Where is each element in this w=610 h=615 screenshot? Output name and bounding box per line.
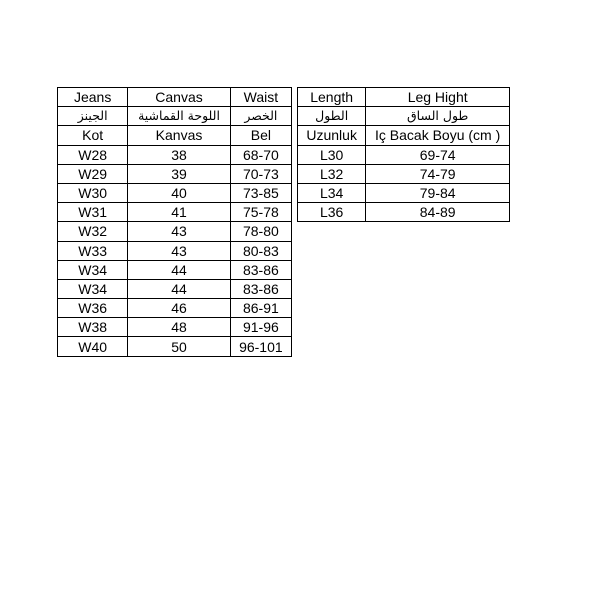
canvas-size-cell: 41 xyxy=(128,203,230,222)
header-jeans-ar: الجينز xyxy=(58,107,128,126)
header-leg-hight-tr: Iç Bacak Boyu (cm ) xyxy=(366,126,510,145)
jeans-size-cell: W32 xyxy=(58,222,128,241)
header-jeans-en: Jeans xyxy=(58,88,128,107)
header-waist-ar: الخصر xyxy=(230,107,291,126)
header-row-turkish xyxy=(58,126,292,145)
length-row xyxy=(298,164,510,183)
size-row xyxy=(58,337,292,356)
jeans-size-cell: W34 xyxy=(58,260,128,279)
length-row xyxy=(298,203,510,222)
leg-range-cell: 69-74 xyxy=(366,145,510,164)
length-size-table xyxy=(297,87,510,222)
header-leg-hight-ar: طول الساق xyxy=(366,107,510,126)
waist-range-cell: 73-85 xyxy=(230,183,291,202)
size-row xyxy=(58,222,292,241)
size-row xyxy=(58,318,292,337)
waist-range-cell: 68-70 xyxy=(230,145,291,164)
canvas-size-cell: 40 xyxy=(128,183,230,202)
jeans-size-cell: W36 xyxy=(58,299,128,318)
canvas-size-cell: 44 xyxy=(128,260,230,279)
waist-range-cell: 70-73 xyxy=(230,164,291,183)
header-row-arabic xyxy=(58,107,292,126)
header-jeans-tr: Kot xyxy=(58,126,128,145)
waist-range-cell: 83-86 xyxy=(230,279,291,298)
length-size-cell: L30 xyxy=(298,145,366,164)
jeans-size-cell: W38 xyxy=(58,318,128,337)
header-length-ar: الطول xyxy=(298,107,366,126)
length-size-cell: L36 xyxy=(298,203,366,222)
size-row xyxy=(58,183,292,202)
length-row xyxy=(298,183,510,202)
jeans-size-cell: W40 xyxy=(58,337,128,356)
waist-range-cell: 75-78 xyxy=(230,203,291,222)
header-leg-hight-en: Leg Hight xyxy=(366,88,510,107)
header-row-english xyxy=(298,88,510,107)
size-row xyxy=(58,203,292,222)
header-row-english xyxy=(58,88,292,107)
jeans-size-table xyxy=(57,87,292,357)
length-size-cell: L34 xyxy=(298,183,366,202)
length-row xyxy=(298,145,510,164)
header-row-arabic xyxy=(298,107,510,126)
size-row xyxy=(58,260,292,279)
header-length-tr: Uzunluk xyxy=(298,126,366,145)
jeans-size-cell: W34 xyxy=(58,279,128,298)
header-length-en: Length xyxy=(298,88,366,107)
canvas-size-cell: 43 xyxy=(128,241,230,260)
canvas-size-cell: 50 xyxy=(128,337,230,356)
canvas-size-cell: 46 xyxy=(128,299,230,318)
header-canvas-en: Canvas xyxy=(128,88,230,107)
size-row xyxy=(58,164,292,183)
jeans-size-cell: W31 xyxy=(58,203,128,222)
canvas-size-cell: 44 xyxy=(128,279,230,298)
size-row xyxy=(58,145,292,164)
waist-range-cell: 86-91 xyxy=(230,299,291,318)
jeans-size-cell: W29 xyxy=(58,164,128,183)
waist-range-cell: 80-83 xyxy=(230,241,291,260)
canvas-size-cell: 43 xyxy=(128,222,230,241)
jeans-size-cell: W33 xyxy=(58,241,128,260)
header-waist-tr: Bel xyxy=(230,126,291,145)
waist-range-cell: 91-96 xyxy=(230,318,291,337)
jeans-size-cell: W28 xyxy=(58,145,128,164)
header-canvas-tr: Kanvas xyxy=(128,126,230,145)
canvas-size-cell: 48 xyxy=(128,318,230,337)
length-size-cell: L32 xyxy=(298,164,366,183)
leg-range-cell: 84-89 xyxy=(366,203,510,222)
leg-range-cell: 79-84 xyxy=(366,183,510,202)
waist-range-cell: 96-101 xyxy=(230,337,291,356)
waist-range-cell: 83-86 xyxy=(230,260,291,279)
leg-range-cell: 74-79 xyxy=(366,164,510,183)
size-row xyxy=(58,241,292,260)
canvas-size-cell: 38 xyxy=(128,145,230,164)
header-canvas-ar: اللوحة القماشية xyxy=(128,107,230,126)
jeans-size-cell: W30 xyxy=(58,183,128,202)
size-row xyxy=(58,299,292,318)
size-row xyxy=(58,279,292,298)
header-row-turkish xyxy=(298,126,510,145)
waist-range-cell: 78-80 xyxy=(230,222,291,241)
header-waist-en: Waist xyxy=(230,88,291,107)
canvas-size-cell: 39 xyxy=(128,164,230,183)
